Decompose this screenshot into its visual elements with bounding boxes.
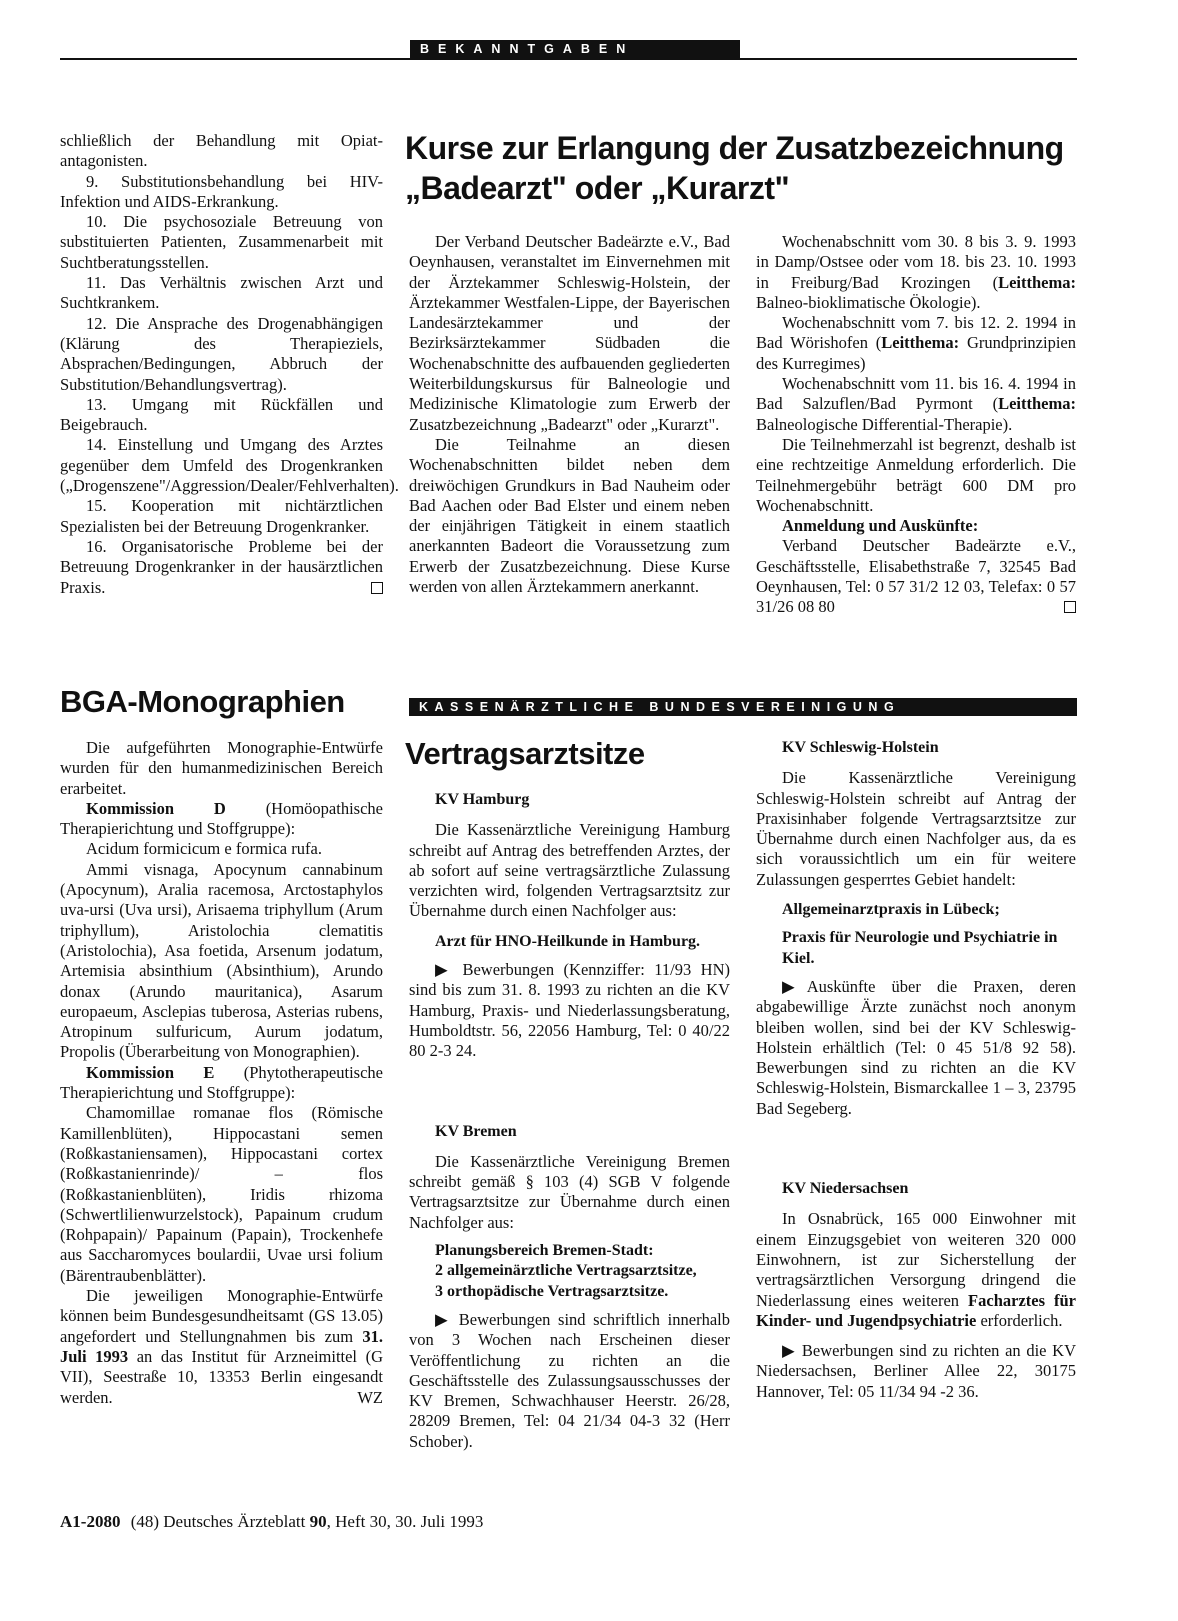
bga-paragraph: Chamomillae romanae flos (Römische Kamillenblüten), Hippocastani semen (Roßkastaniensamen), Hippocastani cortex (Roßkastanienrinde)/ – flos (Roßkastanienblüten), Iridis rhizoma (Schwertlilienwurzelstock), Papainum crudum (Rohpapain)/ Papainum (Papain), Trockenhefe aus Saccharomyces boulardii, Uvae ursi folium (Bärentraubenblätter). — [60, 1103, 383, 1285]
continuation-text: schließlich der Behandlung mit Opiatantagonisten. — [60, 131, 383, 171]
kurse-paragraph: Wochenabschnitt vom 7. bis 12. 2. 1994 in Bad Wörishofen (Leitthema: Grundprinzipien des Kurregimes) — [756, 313, 1076, 373]
kv-niedersachsen-paragraph: In Osnabrück, 165 000 Einwohner mit einem Einzugsgebiet von weiteren 320 000 Einwohnern, ist zur Sicherstellung der vertragsärztlichen Versorgung dringend die Niederlassung eines weiteren Facharztes für Kinder- und Jugendpsychiatrie erforderlich. — [756, 1209, 1076, 1330]
kv-bremen-bewerbung: ▶ Bewerbungen sind schriftlich innerhalb von 3 Wochen nach Erscheinen dieser Veröffentlichung zu richten an die Geschäftsstelle des Zulassungsausschusses der KV Bremen, Schwachhauser Heerstr. 26/28, 28209 Bremen, Tel: 04 21/34 04-3 32 (Herr Schober). — [409, 1309, 730, 1451]
kv-bremen-heading: KV Bremen — [435, 1122, 517, 1140]
list-item: 16. Organisatorische Probleme bei der Betreuung Drogenkranker in der hausärztlichen Praxis. — [60, 536, 383, 597]
kurse-column-1 — [409, 232, 730, 597]
kurse-paragraph: Die Teilnehmerzahl ist begrenzt, deshalb ist eine rechtzeitige Anmeldung erforderlich. Die Teilnehmergebühr beträgt 600 DM pro Wochenabschnitt. — [756, 434, 1076, 515]
anmeldung-label: Anmeldung und Auskünfte: — [782, 516, 979, 536]
kv-schleswig-heading: KV Schleswig-Holstein — [782, 739, 939, 756]
list-item: 15. Kooperation mit nichtärztlichen Spezialisten bei der Betreuung Drogenkranker. — [60, 496, 383, 536]
kv-hamburg-bewerbung: ▶ Bewerbungen (Kennziffer: 11/93 HN) sind bis zum 31. 8. 1993 zu richten an die KV Hamburg, Praxis- und Niederlassungsberatung, Humboldtstr. 56, 22056 Hamburg, Tel: 0 40/22 80 2-3 24. — [409, 960, 730, 1061]
list-item: 10. Die psychosoziale Betreuung von substituierten Patienten, Zusammenarbeit mit Suchtberatungsstellen. — [60, 212, 383, 272]
left-top-column — [60, 131, 399, 598]
kv-schleswig-position-1: Allgemeinarztpraxis in Lübeck; — [782, 901, 1000, 919]
kurse-column-2 — [756, 232, 1076, 618]
author-signature: WZ — [357, 1387, 383, 1407]
page-footer — [60, 1512, 760, 1532]
kurse-paragraph: Der Verband Deutscher Badeärzte e.V., Bad Oeynhausen, veranstaltet im Einvernehmen mit der Ärztekammer Schleswig-Holstein, der Ärztekammer Westfalen-Lippe, der Bayerischen Landesärztekammer und der Bezirksärztekammer Südbaden die Wochenabschnitte des aufbauenden gegliederten Weiterbildungskursus für Balneologie und Medizinische Klimatologie zum Erwerb der Zusatzbezeichnung „Badearzt" oder „Kurarzt". — [409, 232, 730, 434]
kurse-paragraph: Die Teilnahme an diesen Wochenabschnitten bildet neben dem dreiwöchigen Grundkurs in Bad Nauheim oder Bad Aachen oder Bad Elster und einem neben der einjährigen Tätigkeit in einem staatlich anerkannten Badeort die Voraussetzung zum Erwerb der Zusatzbezeichnung. Diese Kurse werden von allen Ärztekammern anerkannt. — [409, 434, 730, 597]
vertragsarztsitze-title: Vertragsarztsitze — [405, 736, 645, 771]
kurse-paragraph: Wochenabschnitt vom 30. 8 bis 3. 9. 1993 in Damp/Ostsee oder vom 18. bis 23. 10. 1993 in Freiburg/Bad Krozingen (Leitthema: Balneo-bioklimatische Ökologie). — [756, 232, 1076, 312]
kv-schleswig-paragraph: Die Kassenärztliche Vereinigung Schleswig-Holstein schreibt auf Antrag der Praxisinhaber folgende Vertragsarztsitze zur Übernahme durch einen Nachfolger aus, da es sich voraussichtlich um ein für weitere Zulassungen gesperrtes Gebiet handelt: — [756, 768, 1076, 889]
list-item: 9. Substitutionsbehandlung bei HIV-Infektion und AIDS-Erkrankung. — [60, 171, 383, 211]
list-item: 13. Umgang mit Rückfällen und Beigebrauch. — [60, 394, 383, 435]
kv-hamburg-heading: KV Hamburg — [435, 791, 530, 808]
kurse-paragraph: Wochenabschnitt vom 11. bis 16. 4. 1994 in Bad Salzuflen/Bad Pyrmont (Leitthema: Balneologische Differential-Therapie). — [756, 374, 1076, 434]
kv-schleswig-position-2: Praxis für Neurologie und Psychiatrie in Kiel. — [782, 929, 1058, 967]
end-mark-icon — [1064, 601, 1076, 613]
kv-hamburg-paragraph: Die Kassenärztliche Vereinigung Hamburg schreibt auf Antrag des betreffenden Arztes, der ab sofort auf seine vertragsärztliche Zulassung verzichten wird, folgenden Vertragsarztsitz zur Übernahme durch einen Nachfolger aus: — [409, 820, 730, 921]
bga-paragraph: Die jeweiligen Monographie-Entwürfe können beim Bundesgesundheitsamt (GS 13.05) angefordert und Stellungnahmen bis zum 31. Juli 1993 an das Institut für Arzneimittel (G VII), Seestraße 10, 13353 Berlin eingesandt werden. WZ — [60, 1286, 383, 1407]
bga-column — [60, 738, 383, 1408]
bga-title: BGA-Monographien — [60, 684, 345, 719]
end-mark-icon — [371, 582, 383, 594]
kbv-column-2 — [756, 738, 1076, 1402]
bga-paragraph: Kommission D (Homöopathische Therapierichtung und Stoffgruppe): — [60, 798, 383, 839]
page-code: A1-2080 — [60, 1512, 121, 1531]
list-item: 14. Einstellung und Umgang des Arztes gegenüber dem Umfeld des Drogenkranken („Drogenszene"/Aggression/Dealer/Fehlverhalten). — [60, 435, 399, 496]
bga-paragraph: Kommission E (Phytotherapeutische Therapierichtung und Stoffgruppe): — [60, 1062, 383, 1103]
bga-paragraph: Die aufgeführten Monographie-Entwürfe wurden für den humanmedizinischen Bereich erarbeitet. — [60, 738, 383, 798]
kv-hamburg-position: Arzt für HNO-Heilkunde in Hamburg. — [435, 932, 701, 950]
kv-bremen-paragraph: Die Kassenärztliche Vereinigung Bremen schreibt gemäß § 103 (4) SGB V folgende Vertragsarztsitze zur Übernahme durch einen Nachfolger aus: — [409, 1151, 730, 1232]
bga-paragraph: Ammi visnaga, Apocynum cannabinum (Apocynum), Aralia racemosa, Arctostaphylos uva-ursi (Uva ursi), Arisaema triphyllum (Arum triphyllum), Aristolochia clematitis (Aristolochia), Asa foetida, Arsenum jodatum, Artemisia absinthium (Absinthium), Arundo donax (Arundo mauritanica), Asarum europaeum, Asclepias tuberosa, Asterias rubens, Atropinum sulfuricum, Aurum jodatum, Propolis (Überarbeitung von Monographien). — [60, 859, 383, 1062]
kv-niedersachsen-bewerbung: ▶ Bewerbungen sind zu richten an die KV Niedersachsen, Berliner Allee 22, 30175 Hannover, Tel: 05 11/34 94 -2 36. — [756, 1341, 1076, 1401]
section-label-kbv: KASSENÄRZTLICHE BUNDESVEREINIGUNG — [409, 698, 1077, 716]
kv-schleswig-auskunft: ▶Auskünfte über die Praxen, deren abgabewillige Ärzte zunächst noch anonym bleiben wollen, sind bei der KV Schleswig-Holstein erhältlich (Tel: 0 45 51/8 92 58). Bewerbungen sind zu richten an die KV Schleswig-Holstein, Bismarckallee 1 – 3, 23795 Bad Segeberg. — [756, 976, 1076, 1118]
kv-niedersachsen-heading: KV Niedersachsen — [782, 1180, 909, 1198]
bga-paragraph: Acidum formicicum e formica rufa. — [86, 839, 322, 859]
kv-bremen-positions: Planungsbereich Bremen-Stadt: 2 allgemeinärztliche Vertragsarztsitze, 3 orthopädische Vertragsarztsitze. — [435, 1242, 697, 1300]
kurse-title: Kurse zur Erlangung der Zusatzbezeichnung „Badearzt" oder „Kurarzt" — [405, 130, 1064, 206]
section-label-bekanntgaben: BEKANNTGABEN — [410, 40, 740, 59]
list-item: 12. Die Ansprache des Drogenabhängigen (Klärung des Therapieziels, Absprachen/Bedingungen, Abbruch der Substitution/Behandlungsvertrag). — [60, 313, 383, 394]
journal-citation: (48) Deutsches Ärzteblatt 90, Heft 30, 30. Juli 1993 — [130, 1512, 484, 1531]
list-item: 11. Das Verhältnis zwischen Arzt und Suchtkrankem. — [60, 273, 383, 313]
kurse-contact: Verband Deutscher Badeärzte e.V., Geschäftsstelle, Elisabethstraße 7, 32545 Bad Oeynhausen, Tel: 0 57 31/2 12 03, Telefax: 0 57 31/26 08 80 — [756, 536, 1076, 617]
kbv-column-1 — [409, 790, 730, 1452]
